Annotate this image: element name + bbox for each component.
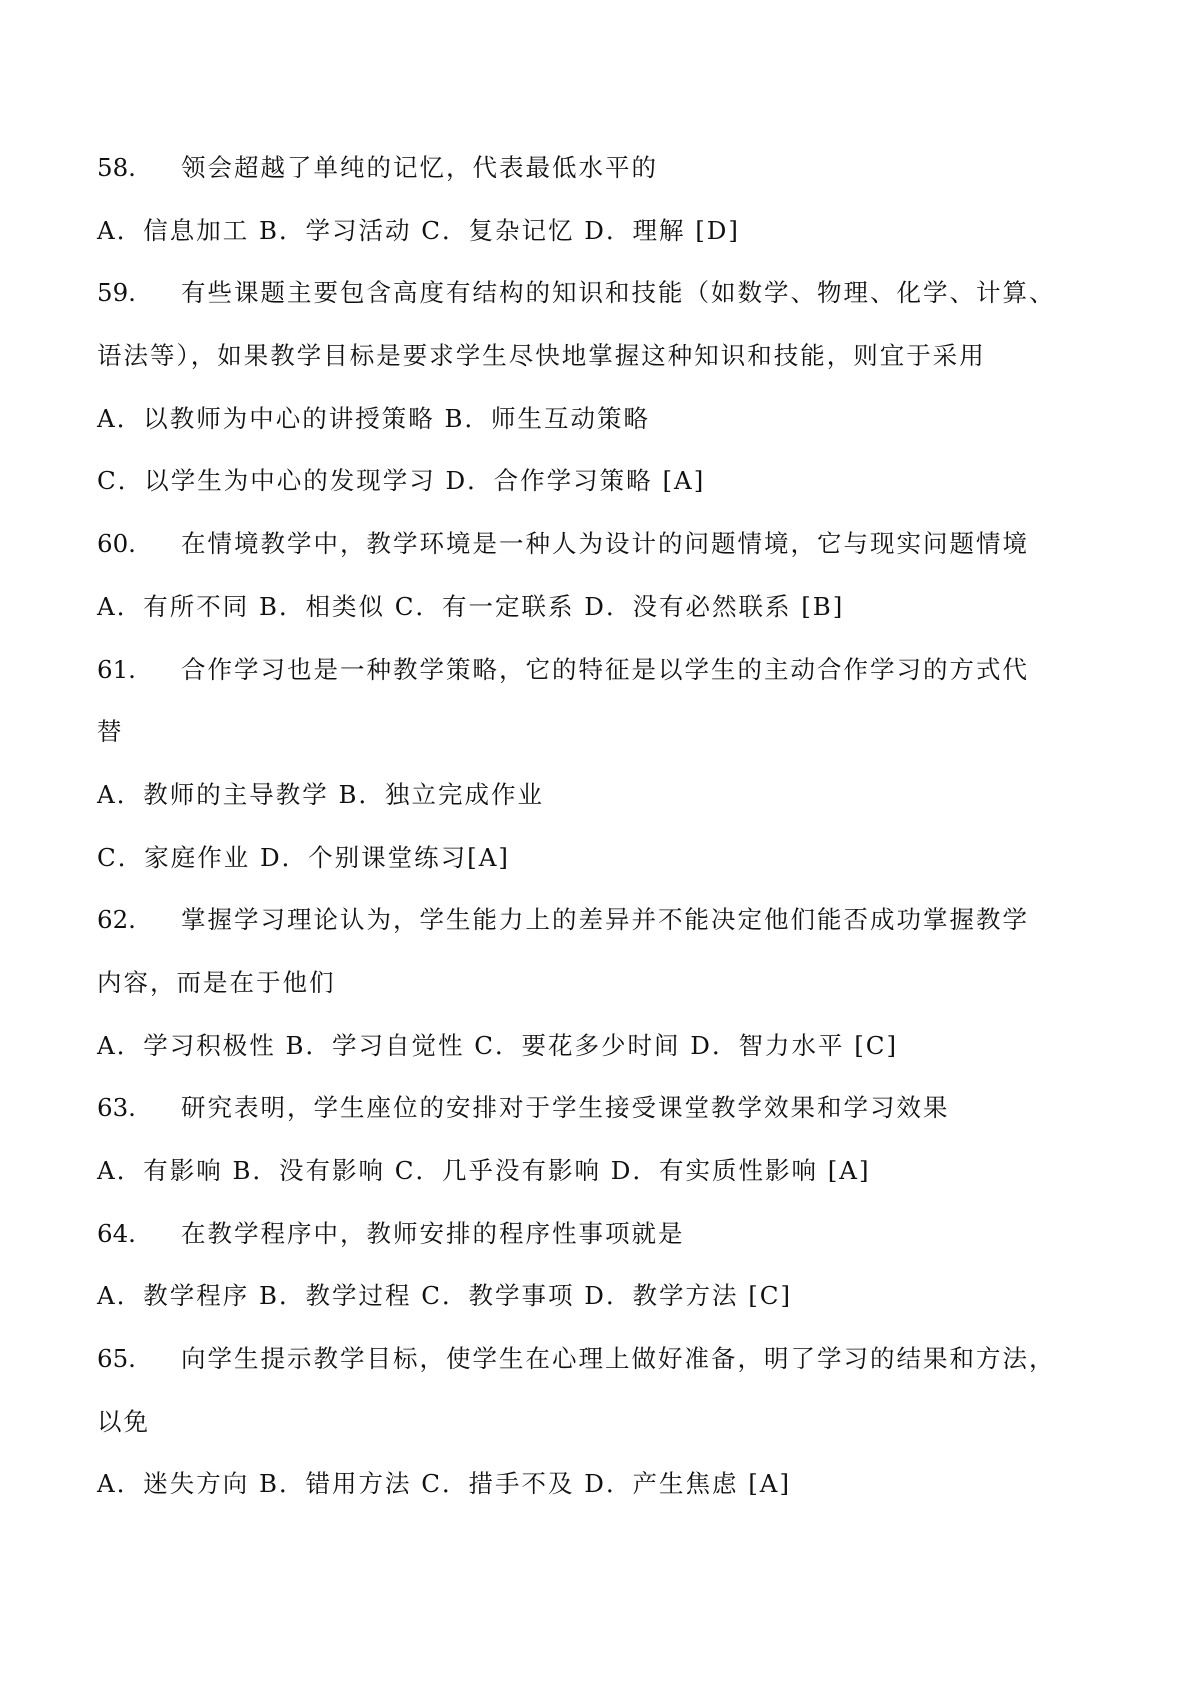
question-61-options-line-1: A．教师的主导教学 B．独立完成作业 <box>97 779 544 809</box>
question-59-options-line-1: A．以教师为中心的讲授策略 B．师生互动策略 <box>97 403 650 433</box>
question-62-stem-line-2: 内容，而是在于他们 <box>97 967 336 997</box>
question-64-stem-text: 在教学程序中，教师安排的程序性事项就是 <box>181 1218 685 1248</box>
question-62-stem-text: 掌握学习理论认为，学生能力上的差异并不能决定他们能否成功掌握教学 <box>181 905 1029 935</box>
question-65-stem-line-2: 以免 <box>97 1406 150 1436</box>
question-59-stem-line-2: 语法等），如果教学目标是要求学生尽快地掌握这种知识和技能，则宜于采用 <box>97 341 986 371</box>
question-62-number: 62. <box>97 905 136 935</box>
question-60-options: A．有所不同 B．相类似 C．有一定联系 D．没有必然联系 [B] <box>97 591 845 621</box>
question-59-options-line-2: C．以学生为中心的发现学习 D．合作学习策略 [A] <box>97 466 706 496</box>
question-60-number: 60. <box>97 529 136 559</box>
question-60-stem-line-1 <box>97 513 1097 576</box>
question-61-stem-text: 合作学习也是一种教学策略，它的特征是以学生的主动合作学习的方式代 <box>181 654 1029 684</box>
question-61-stem-line-2: 替 <box>97 717 124 747</box>
question-64-options: A．教学程序 B．教学过程 C．教学事项 D．教学方法 [C] <box>97 1281 793 1311</box>
question-list <box>97 137 1097 1516</box>
question-63-options: A．有影响 B．没有影响 C．几乎没有影响 D．有实质性影响 [A] <box>97 1156 871 1185</box>
question-60-stem-text: 在情境教学中，教学环境是一种人为设计的问题情境，它与现实问题情境 <box>181 529 1029 559</box>
question-61-number: 61. <box>97 654 136 684</box>
question-63-stem-text: 研究表明，学生座位的安排对于学生接受课堂教学效果和学习效果 <box>181 1093 950 1123</box>
question-65-stem-line-1 <box>97 1328 1097 1391</box>
question-58-number: 58. <box>97 153 136 182</box>
question-59-number: 59. <box>97 278 136 308</box>
question-58-stem-line-1 <box>97 137 1097 200</box>
question-62-stem-line-1 <box>97 889 1097 952</box>
question-63-stem-line-1 <box>97 1077 1097 1140</box>
question-65-stem-text: 向学生提示教学目标，使学生在心理上做好准备，明了学习的结果和方法， <box>181 1344 1056 1374</box>
question-58-stem-text: 领会超越了单纯的记忆，代表最低水平的 <box>181 153 658 182</box>
question-64-stem-line-1 <box>97 1203 1097 1266</box>
question-61-stem-line-1 <box>97 639 1097 702</box>
question-58-options: A．信息加工 B．学习活动 C．复杂记忆 D．理解 [D] <box>97 215 740 245</box>
question-61-options-line-2: C．家庭作业 D．个别课堂练习[A] <box>97 842 510 872</box>
question-62-options: A．学习积极性 B．学习自觉性 C．要花多少时间 D．智力水平 [C] <box>97 1030 899 1060</box>
question-64-number: 64. <box>97 1218 136 1248</box>
question-65-number: 65. <box>97 1344 136 1374</box>
question-59-stem-line-1 <box>97 262 1097 325</box>
question-65-options: A．迷失方向 B．错用方法 C．措手不及 D．产生焦虑 [A] <box>97 1469 792 1499</box>
question-59-stem-text: 有些课题主要包含高度有结构的知识和技能（如数学、物理、化学、计算、 <box>181 278 1056 308</box>
question-63-number: 63. <box>97 1093 136 1123</box>
